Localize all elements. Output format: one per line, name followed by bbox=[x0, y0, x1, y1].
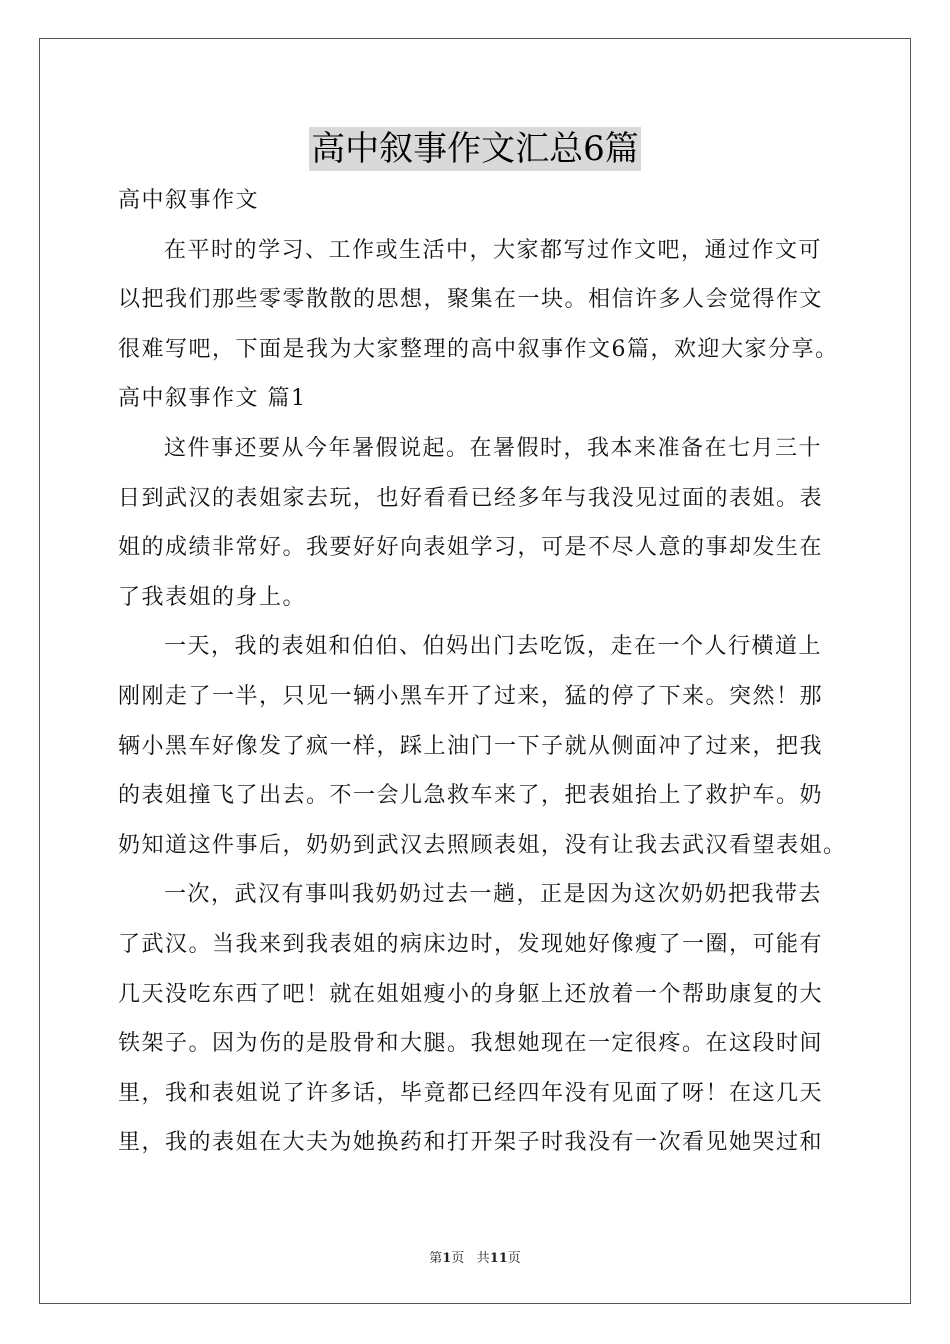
footer-page-number: 1 bbox=[442, 1251, 452, 1266]
paragraph-line: 几天没吃东西了吧！就在姐姐瘦小的身躯上还放着一个帮助康复的大 bbox=[118, 981, 824, 1007]
footer-page-suffix: 页 bbox=[451, 1251, 465, 1266]
paragraph-line: 里，我的表姐在大夫为她换药和打开架子时我没有一次看见她哭过和 bbox=[118, 1130, 824, 1156]
page-footer bbox=[0, 1247, 950, 1266]
footer-page-prefix: 第 bbox=[429, 1251, 443, 1266]
paragraph-line: 了武汉。当我来到我表姐的病床边时，发现她好像瘦了一圈，可能有 bbox=[118, 931, 824, 957]
paragraph-line: 一天，我的表姐和伯伯、伯妈出门去吃饭，走在一个人行横道上 bbox=[164, 634, 823, 660]
paragraph-line: 这件事还要从今年暑假说起。在暑假时，我本来准备在七月三十 bbox=[164, 435, 823, 461]
section-heading: 高中叙事作文 篇1 bbox=[118, 386, 307, 412]
paragraph-line: 的表姐撞飞了出去。不一会儿急救车来了，把表姐抬上了救护车。奶 bbox=[118, 783, 824, 809]
section-heading: 高中叙事作文 bbox=[118, 188, 260, 213]
paragraph-line: 奶知道这件事后，奶奶到武汉去照顾表姐，没有让我去武汉看望表姐。 bbox=[118, 832, 847, 858]
paragraph-line: 一次，武汉有事叫我奶奶过去一趟，正是因为这次奶奶把我带去 bbox=[164, 882, 823, 908]
paragraph-line: 里，我和表姐说了许多话，毕竟都已经四年没有见面了呀！在这几天 bbox=[118, 1080, 824, 1106]
footer-total-prefix: 共 bbox=[476, 1251, 490, 1266]
paragraph-line: 在平时的学习、工作或生活中，大家都写过作文吧，通过作文可 bbox=[164, 237, 823, 263]
paragraph-line: 辆小黑车好像发了疯一样，踩上油门一下子就从侧面冲了过来，把我 bbox=[118, 733, 824, 759]
document-title: 高中叙事作文汇总6篇 bbox=[311, 129, 639, 169]
paragraph-line: 以把我们那些零零散散的思想，聚集在一块。相信许多人会觉得作文 bbox=[118, 287, 824, 313]
paragraph-line: 了我表姐的身上。 bbox=[118, 584, 307, 610]
paragraph-line: 铁架子。因为伤的是股骨和大腿。我想她现在一定很疼。在这段时间 bbox=[118, 1031, 824, 1057]
paragraph-line: 日到武汉的表姐家去玩，也好看看已经多年与我没见过面的表姐。表 bbox=[118, 485, 824, 511]
paragraph-line: 刚刚走了一半，只见一辆小黑车开了过来，猛的停了下来。突然！那 bbox=[118, 683, 824, 709]
footer-total-pages: 11 bbox=[489, 1251, 508, 1266]
paragraph-line: 很难写吧，下面是我为大家整理的高中叙事作文6篇，欢迎大家分享。 bbox=[118, 336, 839, 362]
document-body bbox=[118, 176, 847, 1168]
title-container bbox=[0, 127, 950, 171]
paragraph-line: 姐的成绩非常好。我要好好向表姐学习，可是不尽人意的事却发生在 bbox=[118, 535, 824, 561]
footer-total-suffix: 页 bbox=[507, 1251, 521, 1266]
